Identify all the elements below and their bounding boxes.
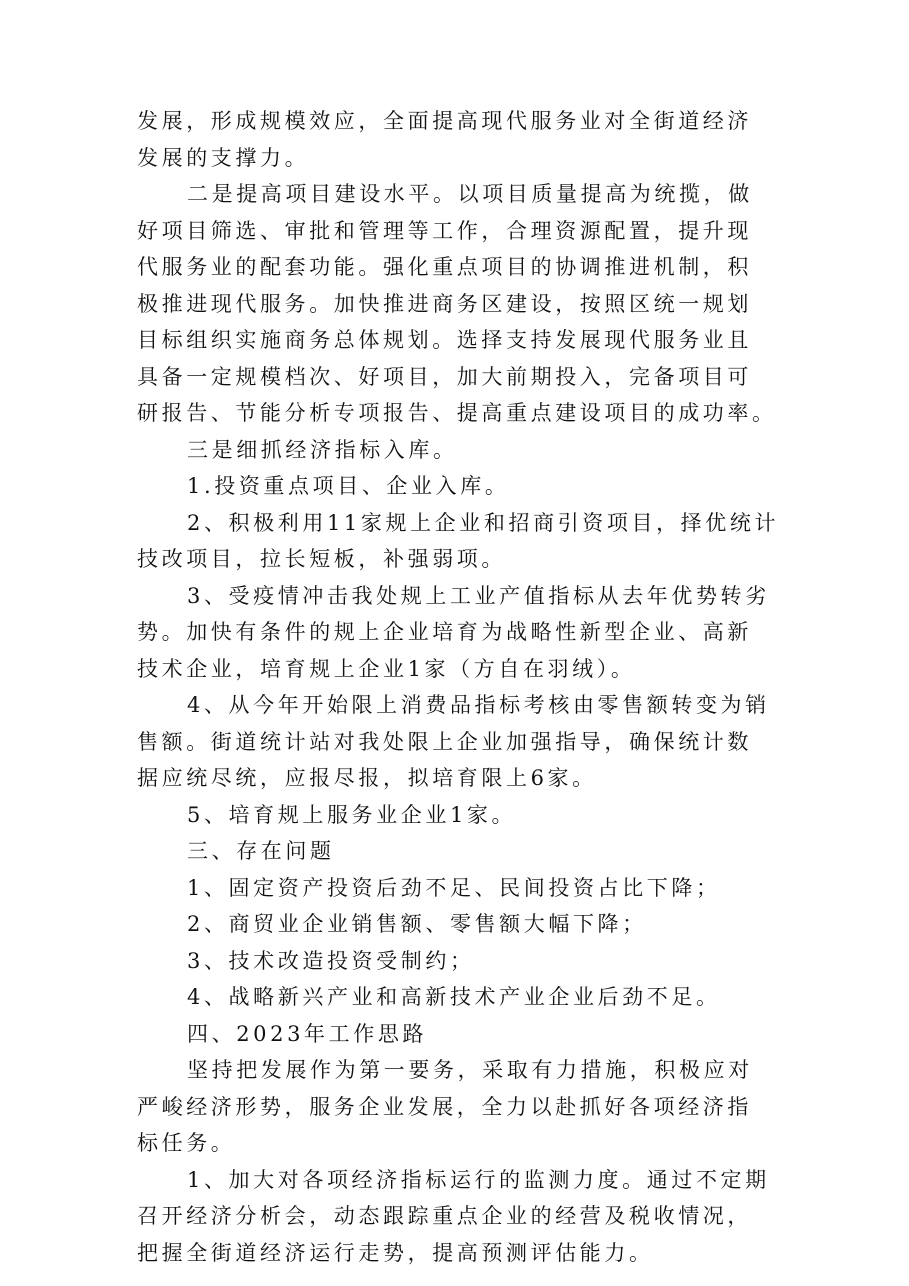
text-line: 严峻经济形势，服务企业发展，全力以赴抓好各项经济指 <box>137 1094 752 1119</box>
text-line: 1、加大对各项经济指标运行的监测力度。通过不定期 <box>187 1167 770 1192</box>
text-line: 具备一定规模档次、好项目，加大前期投入，完备项目可 <box>137 364 752 389</box>
text-line: 把握全街道经济运行走势，提高预测评估能力。 <box>137 1240 654 1265</box>
text-line: 势。加快有条件的规上企业培育为战略性新型企业、高新 <box>137 620 752 644</box>
text-line: 三、存在问题 <box>187 839 335 863</box>
text-line: 2、商贸业企业销售额、零售额大幅下降； <box>187 912 647 936</box>
text-line: 四、2023年工作思路 <box>187 1021 428 1046</box>
text-line: 技术企业，培育规上企业1家（方自在羽绒）。 <box>137 656 636 681</box>
document-body <box>137 103 780 1271</box>
text-line: 二是提高项目建设水平。以项目质量提高为统揽，做 <box>187 182 753 206</box>
text-line: 发展，形成规模效应，全面提高现代服务业对全街道经济 <box>137 109 752 133</box>
text-line: 3、受疫情冲击我处规上工业产值指标从去年优势转劣 <box>187 583 770 608</box>
text-line: 1.投资重点项目、企业入库。 <box>187 474 510 498</box>
text-line: 代服务业的配套功能。强化重点项目的协调推进机制，积 <box>137 255 752 279</box>
text-line: 售额。街道统计站对我处限上企业加强指导，确保统计数 <box>137 729 752 754</box>
text-line: 研报告、节能分析专项报告、提高重点建设项目的成功率。 <box>137 401 777 425</box>
text-line: 极推进现代服务。加快推进商务区建设，按照区统一规划 <box>137 291 752 316</box>
text-line: 2、积极利用11家规上企业和招商引资项目，择优统计 <box>187 510 780 535</box>
text-line: 三是细抓经济指标入库。 <box>187 437 458 462</box>
text-line: 5、培育规上服务业企业1家。 <box>187 802 517 827</box>
text-line: 1、固定资产投资后劲不足、民间投资占比下降； <box>187 875 721 900</box>
text-line: 4、从今年开始限上消费品指标考核由零售额转变为销 <box>187 693 770 717</box>
text-line: 技改项目，拉长短板，补强弱项。 <box>137 547 506 571</box>
text-line: 3、技术改造投资受制约； <box>187 948 475 973</box>
text-line: 召开经济分析会，动态跟踪重点企业的经营及税收情况， <box>137 1204 752 1228</box>
text-line: 标任务。 <box>137 1131 236 1155</box>
text-line: 好项目筛选、审批和管理等工作，合理资源配置，提升现 <box>137 218 752 243</box>
text-line: 4、战略新兴产业和高新技术产业企业后劲不足。 <box>187 985 721 1009</box>
text-line: 发展的支撑力。 <box>137 145 310 170</box>
text-line: 坚持把发展作为第一要务，采取有力措施，积极应对 <box>187 1058 753 1082</box>
text-line: 目标组织实施商务总体规划。选择支持发展现代服务业且 <box>137 328 752 352</box>
text-line: 据应统尽统，应报尽报，拟培育限上6家。 <box>137 766 597 790</box>
